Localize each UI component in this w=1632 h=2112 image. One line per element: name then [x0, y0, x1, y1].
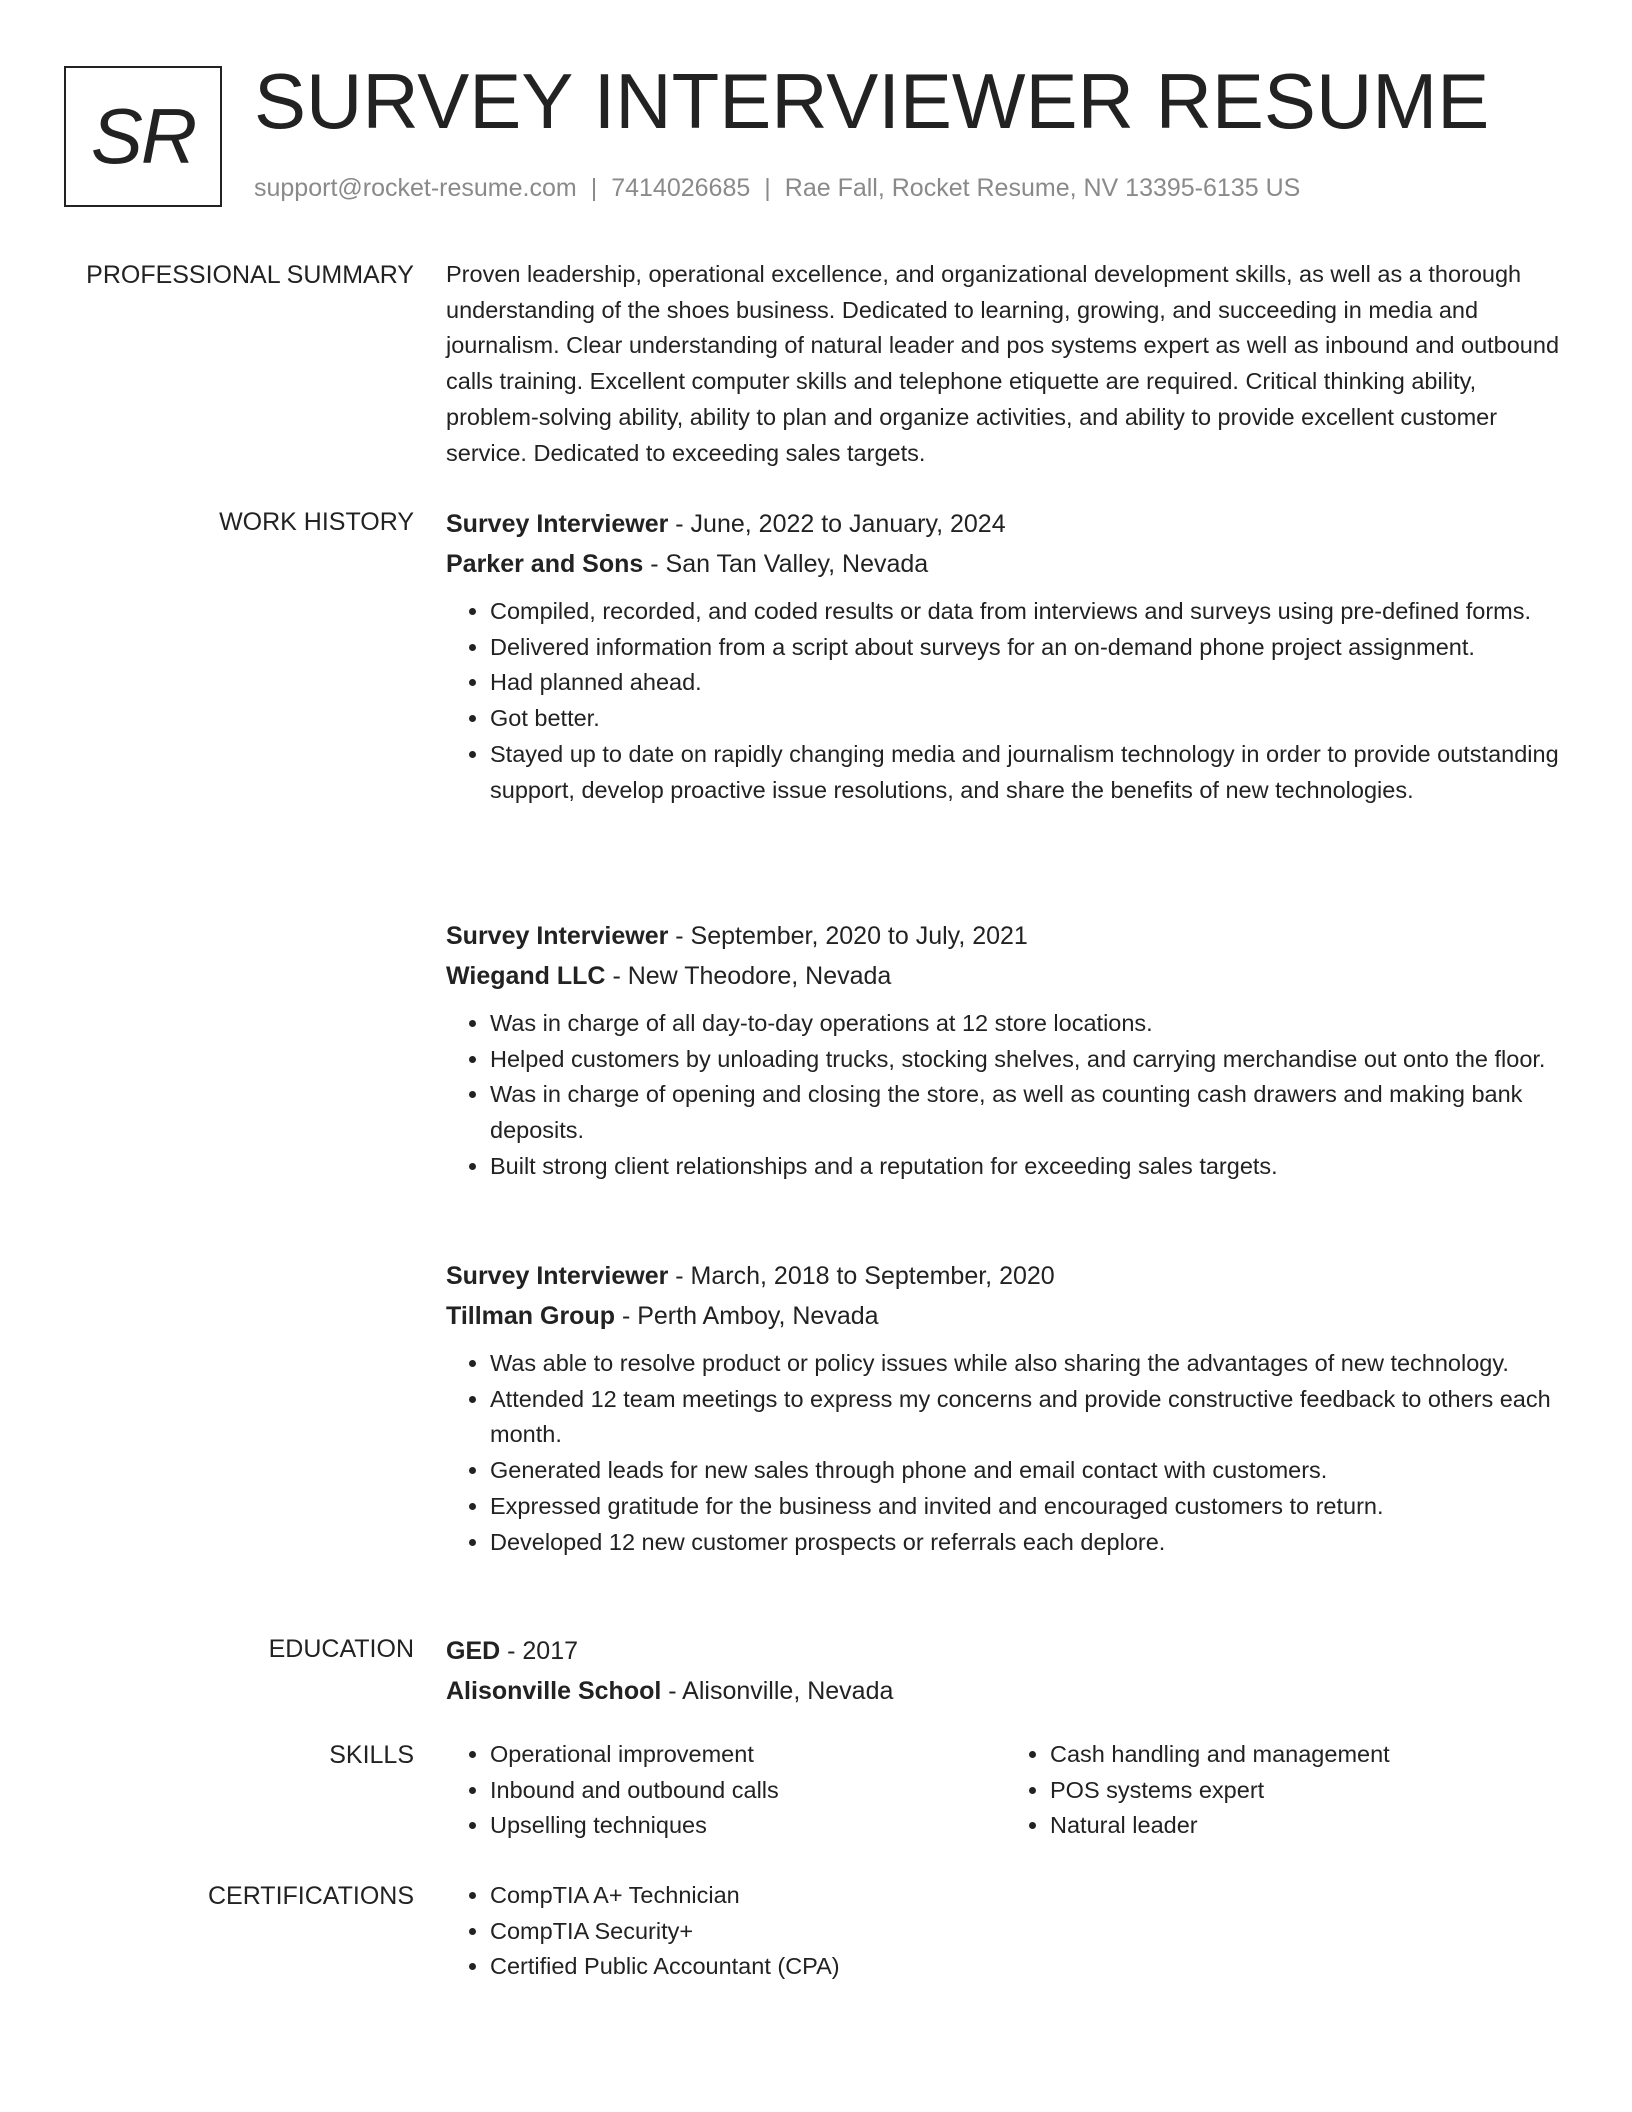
education-location: - Alisonville, Nevada	[661, 1677, 894, 1705]
job-company-line	[446, 1296, 1566, 1336]
job-bullet: • Expressed gratitude for the business and invited and encouraged customers to return.	[490, 1489, 1566, 1525]
skills-column-left	[446, 1737, 1006, 1844]
skill-item: • POS systems expert	[1050, 1773, 1566, 1809]
education-degree: GED	[446, 1637, 501, 1665]
contact-line	[254, 174, 1300, 203]
job-title-line	[446, 504, 1566, 544]
monogram-badge: SR	[64, 66, 222, 207]
contact-phone: 7414026685	[611, 174, 751, 202]
job-bullet: • Delivered information from a script about surveys for an on-demand phone project assignment.	[490, 630, 1566, 666]
job-bullet: • Helped customers by unloading trucks, stocking shelves, and carrying merchandise out onto the floor.	[490, 1042, 1566, 1078]
job-bullet: • Compiled, recorded, and coded results or data from interviews and surveys using pre-defined forms.	[490, 594, 1566, 630]
certification-item: • CompTIA Security+	[490, 1914, 1566, 1950]
job-company-line	[446, 956, 1566, 996]
certification-item: • CompTIA A+ Technician	[490, 1878, 1566, 1914]
contact-separator: |	[764, 174, 771, 202]
job-company: Tillman Group	[446, 1302, 615, 1330]
skill-item: • Upselling techniques	[490, 1808, 1006, 1844]
skill-item: • Inbound and outbound calls	[490, 1773, 1006, 1809]
work-history-label: WORK HISTORY	[219, 508, 414, 536]
job-entry	[446, 916, 1566, 1185]
job-dates: - March, 2018 to September, 2020	[668, 1262, 1055, 1290]
job-bullet: • Developed 12 new customer prospects or referrals each deplore.	[490, 1525, 1566, 1561]
summary-label: PROFESSIONAL SUMMARY	[86, 261, 414, 289]
resume-title: SURVEY INTERVIEWER RESUME	[254, 57, 1490, 145]
contact-email: support@rocket-resume.com	[254, 174, 577, 202]
job-location: - San Tan Valley, Nevada	[643, 550, 929, 578]
job-bullet: • Stayed up to date on rapidly changing media and journalism technology in order to provide outstanding support, develop proactive issue resolutions, and share the benefits of new technologies.	[490, 737, 1566, 808]
skill-item: • Operational improvement	[490, 1737, 1006, 1773]
education-school-line	[446, 1671, 1566, 1711]
summary-text: Proven leadership, operational excellence, and organizational development skills, as well as a thorough understanding of the shoes business. Dedicated to learning, growing, and succeeding in media and journalism. Clear understanding of natural leader and pos systems expert as well as inbound and outbound calls training. Excellent computer skills and telephone etiquette are required. Critical thinking ability, problem-solving ability, ability to plan and organize activities, and ability to provide excellent customer service. Dedicated to exceeding sales targets.	[446, 261, 1560, 466]
job-title: Survey Interviewer	[446, 1262, 669, 1290]
job-dates: - September, 2020 to July, 2021	[668, 922, 1028, 950]
certification-item: • Certified Public Accountant (CPA)	[490, 1949, 1566, 1985]
skills-label: SKILLS	[329, 1741, 414, 1769]
education-entry	[446, 1631, 1566, 1711]
certifications-list	[446, 1878, 1566, 1985]
job-bullet: • Got better.	[490, 701, 1566, 737]
job-bullet: • Generated leads for new sales through phone and email contact with customers.	[490, 1453, 1566, 1489]
certifications-label: CERTIFICATIONS	[207, 1882, 414, 1910]
job-title-line	[446, 1256, 1566, 1296]
job-title-line	[446, 916, 1566, 956]
education-degree-line	[446, 1631, 1566, 1671]
skills-column-right	[1006, 1737, 1566, 1844]
job-location: - Perth Amboy, Nevada	[615, 1302, 879, 1330]
job-bullet: • Had planned ahead.	[490, 665, 1566, 701]
job-bullets	[446, 594, 1566, 808]
summary-body	[446, 257, 1566, 471]
education-year: - 2017	[500, 1637, 579, 1665]
job-entry	[446, 504, 1566, 808]
job-bullet: • Was in charge of opening and closing the store, as well as counting cash drawers and making bank deposits.	[490, 1077, 1566, 1148]
job-title: Survey Interviewer	[446, 922, 669, 950]
skill-item: • Cash handling and management	[1050, 1737, 1566, 1773]
skills-body	[446, 1737, 1566, 1844]
job-entry	[446, 1256, 1566, 1560]
job-bullets	[446, 1346, 1566, 1560]
education-label: EDUCATION	[268, 1635, 414, 1663]
job-bullet: • Attended 12 team meetings to express my concerns and provide constructive feedback to others each month.	[490, 1382, 1566, 1453]
education-school: Alisonville School	[446, 1677, 662, 1705]
job-title: Survey Interviewer	[446, 510, 669, 538]
job-bullet: • Built strong client relationships and a reputation for exceeding sales targets.	[490, 1149, 1566, 1185]
job-bullet: • Was able to resolve product or policy issues while also sharing the advantages of new technology.	[490, 1346, 1566, 1382]
job-bullet: • Was in charge of all day-to-day operations at 12 store locations.	[490, 1006, 1566, 1042]
job-bullets	[446, 1006, 1566, 1185]
job-location: - New Theodore, Nevada	[605, 962, 892, 990]
skills-grid	[446, 1737, 1566, 1844]
contact-separator: |	[590, 174, 598, 202]
contact-address: Rae Fall, Rocket Resume, NV 13395-6135 US	[784, 174, 1301, 202]
job-company: Parker and Sons	[446, 550, 644, 578]
job-company-line	[446, 544, 1566, 584]
skill-item: • Natural leader	[1050, 1808, 1566, 1844]
job-dates: - June, 2022 to January, 2024	[668, 510, 1006, 538]
job-company: Wiegand LLC	[446, 962, 606, 990]
certifications-body	[446, 1878, 1566, 1985]
